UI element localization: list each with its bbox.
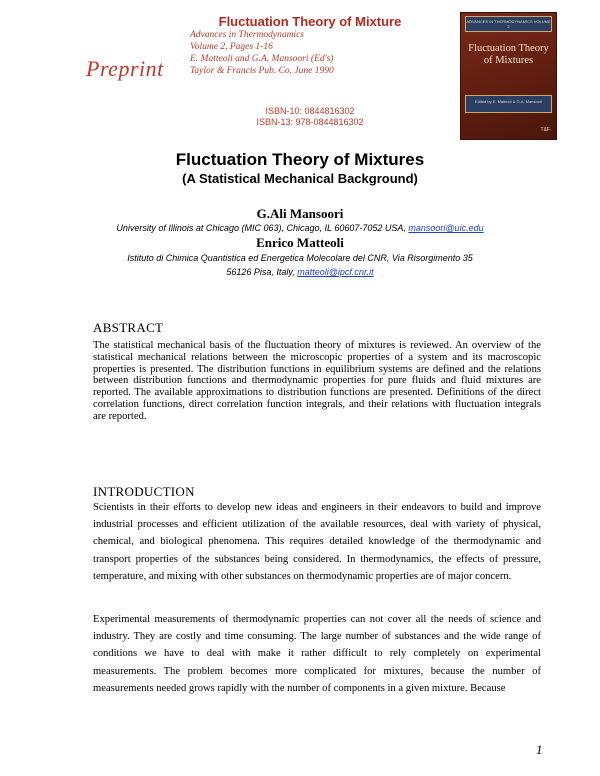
page-number: 1 [536,742,543,757]
cover-series-band [465,16,552,32]
cover-series: ADVANCES IN THERMODYNAMICS VOLUME 2 [466,19,551,29]
paper-title: Fluctuation Theory of Mixtures [175,150,425,169]
paper-subtitle: (A Statistical Mechanical Background) [182,171,418,186]
abstract-text: The statistical mechanical basis of the fluctuation theory of mixtures is reviewed. An overview of the statistical mechanical relations between the microscopic properties of a system and its macroscopic properties is presented. The distribution functions in equilibrium systems are defined and the relations between distribution functions and thermodynamic properties for pure fluids and fluid mixtures are reported. The available approximations to distribution functions are presented. Definitions of the direct correlation functions, direct correlation function integrals, and their relations with fluctuation integrals are reported. [93,340,541,422]
affiliation-2-line2 [0,267,600,277]
header-line-series: Advances in Thermodynamics [190,30,304,40]
affiliation-2-address: 56126 Pisa, Italy, [226,267,295,277]
preprint-stamp: Preprint [86,56,164,81]
cover-publisher: T&F [540,127,550,133]
isbn-10: ISBN-10: 0844816302 [265,106,355,116]
affiliation-1 [0,223,600,233]
affiliation-2-line1: Istituto di Chimica Quantistica ed Energetica Molecolare del CNR, Via Risorgimento 35 [127,253,473,263]
author-2: Enrico Matteoli [256,235,344,250]
cover-editors-band [465,95,552,113]
cover-editors: Edited by E. Matteoli & G.A. Mansoori [474,99,543,104]
email-link-matteoli[interactable]: matteoli@ipcf.cnr.it [297,267,374,277]
book-cover-image [460,12,557,140]
affiliation-1-text: University of Illinois at Chicago (MIC 063), Chicago, IL 60607-7052 USA, [116,223,406,233]
abstract-heading: ABSTRACT [93,320,164,335]
author-1: G.Ali Mansoori [256,206,344,221]
isbn-13: ISBN-13: 978-0844816302 [256,117,364,127]
introduction-heading: INTRODUCTION [93,484,195,499]
introduction-paragraph-1: Scientists in their efforts to develop new ideas and engineers in their endeavors to build and improve industrial processes and efficient utilization of the available resources, deal with variety of physical, chemical, and biological phenomena. This requires detailed knowledge of the thermodynamic and transport properties of the substances being considered. In thermodynamics, the effects of pressure, temperature, and mixing with other substances on thermodynamic properties are of major concern. [93,502,541,582]
email-link-mansoori[interactable]: mansoori@uic.edu [408,223,484,233]
header-line-volume: Volume 2, Pages 1-16 [190,42,273,52]
header-title: Fluctuation Theory of Mixture [218,14,402,29]
cover-title: Fluctuation Theory of Mixtures [468,43,549,66]
header-line-editors: E. Matteoli and G.A. Mansoori (Ed's) [190,54,334,64]
introduction-paragraph-2: Experimental measurements of thermodynamic properties can not cover all the needs of science and industry. They are costly and time consuming. The large number of substances and the wide range of conditions we have to deal with make it rather difficult to rely completely on experimental measurements. The problem becomes more complicated for mixtures, because the number of measurements needed grows rapidly with the number of components in a given mixture. Because [93,614,541,694]
header-line-publisher: Taylor & Francis Pub. Co. June 1990 [190,66,334,76]
